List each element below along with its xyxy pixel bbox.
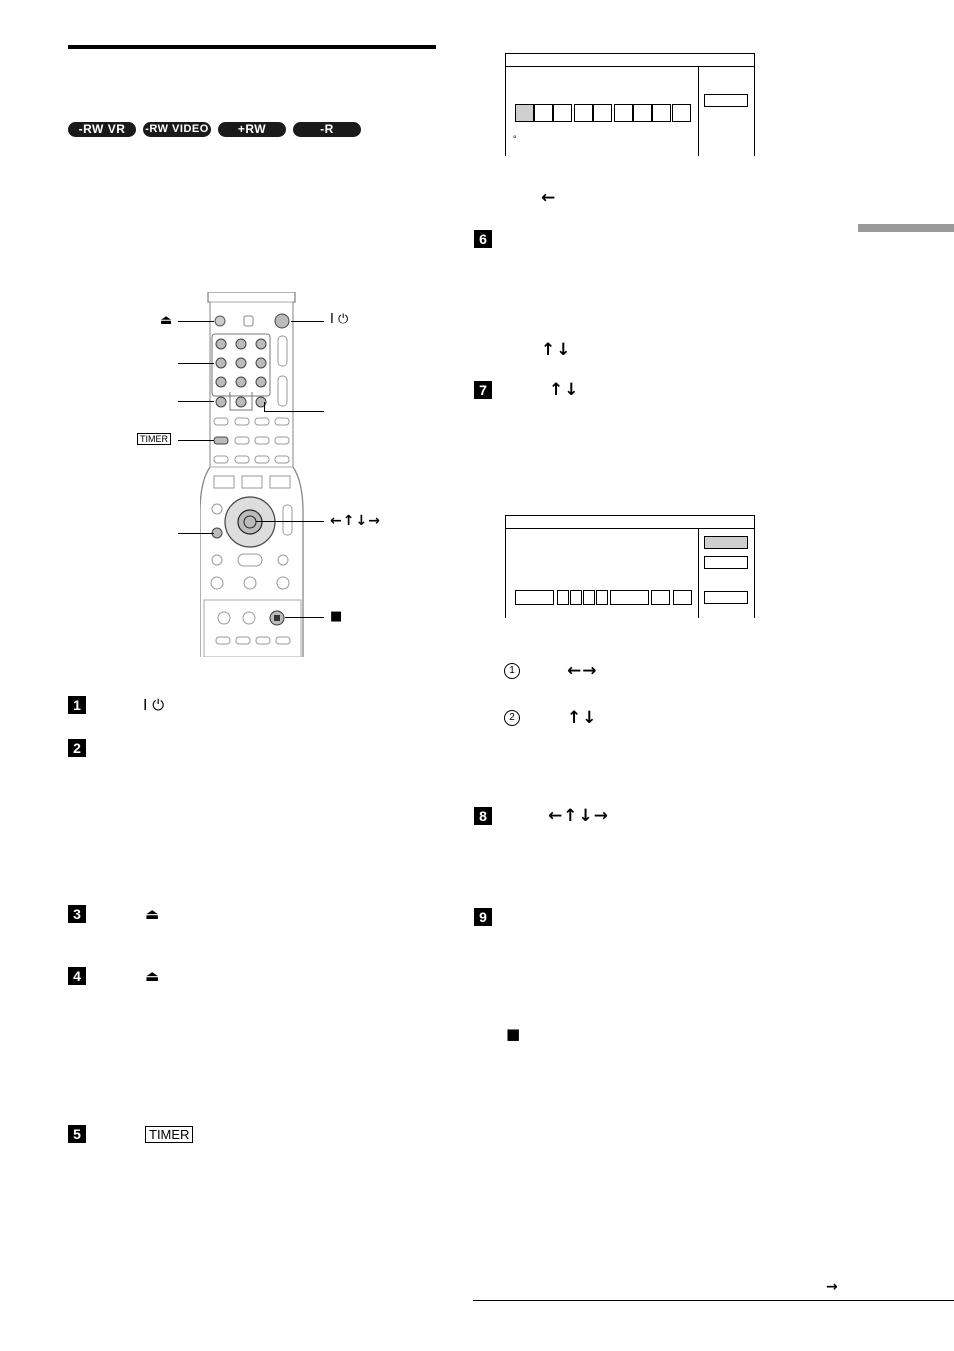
sub-step-2-marker: 2 <box>504 710 520 726</box>
entry-cell[interactable] <box>593 104 612 122</box>
up-down-arrows-icon: ↑↓ <box>567 708 598 728</box>
heading-rule <box>68 45 436 49</box>
step-7-number: 7 <box>474 381 492 399</box>
entry-cell[interactable] <box>652 104 671 122</box>
step-9-number: 9 <box>474 908 492 926</box>
screen-divider <box>698 66 699 156</box>
callout-line <box>285 617 324 618</box>
badge-rw-video: -RW VIDEO <box>143 122 211 137</box>
screen-title-bar <box>506 516 754 529</box>
sub-step-1-marker: 1 <box>504 663 520 679</box>
eject-icon: ⏏ <box>145 967 160 985</box>
entry-cell-selected[interactable] <box>515 104 534 122</box>
screen-button[interactable] <box>704 591 748 604</box>
continued-arrow-icon: → <box>826 1279 839 1295</box>
remote-drawing <box>200 292 305 657</box>
entry-cell[interactable] <box>614 104 633 122</box>
callout-line <box>178 440 214 441</box>
entry-cell[interactable] <box>583 590 595 605</box>
up-down-arrows-icon: ↑↓ <box>549 380 580 400</box>
callout-line <box>256 521 324 522</box>
step-6-number: 6 <box>474 230 492 248</box>
screen-dot: ° <box>513 134 517 144</box>
callout-line <box>178 321 214 322</box>
timer-button-label: TIMER <box>145 1126 193 1143</box>
callout-line <box>291 321 324 322</box>
remote-control-illustration <box>200 292 305 657</box>
up-down-arrows-icon: ↑↓ <box>541 340 572 360</box>
callout-line <box>264 402 265 411</box>
on-screen-display-2 <box>505 515 755 618</box>
power-icon: I ⏻ <box>330 312 349 327</box>
step-5-number: 5 <box>68 1125 86 1143</box>
badge-minus-r: -R <box>293 122 361 137</box>
badge-rw-vr: -RW VR <box>68 122 136 137</box>
left-right-arrows-icon: ←→ <box>567 661 598 681</box>
section-tab-marker <box>858 224 954 232</box>
callout-line <box>178 401 214 402</box>
callout-line <box>178 363 214 364</box>
screen-title-bar <box>506 54 754 67</box>
entry-cell[interactable] <box>557 590 569 605</box>
entry-cell[interactable] <box>596 590 608 605</box>
entry-cell[interactable] <box>610 590 649 605</box>
timer-button-label: TIMER <box>137 433 171 445</box>
entry-cell[interactable] <box>534 104 553 122</box>
screen-button-selected[interactable] <box>704 536 748 549</box>
step-4-number: 4 <box>68 967 86 985</box>
entry-cell[interactable] <box>651 590 670 605</box>
callout-line <box>178 533 214 534</box>
eject-icon: ⏏ <box>160 313 173 328</box>
stop-icon: ■ <box>506 1025 521 1043</box>
left-arrow-icon: ← <box>541 188 557 208</box>
step-2-number: 2 <box>68 739 86 757</box>
step-1-number: 1 <box>68 696 86 714</box>
stop-icon: ■ <box>330 609 343 624</box>
arrow-keys-icon: ←↑↓→ <box>330 513 381 529</box>
callout-line <box>264 411 324 412</box>
footer-rule <box>473 1300 954 1301</box>
entry-cell[interactable] <box>553 104 572 122</box>
screen-button[interactable] <box>704 556 748 569</box>
arrow-keys-icon: ←↑↓→ <box>548 806 609 826</box>
screen-divider <box>698 528 699 618</box>
entry-cell[interactable] <box>673 590 692 605</box>
eject-icon: ⏏ <box>145 905 160 923</box>
entry-cell[interactable] <box>515 590 554 605</box>
badge-plus-rw: +RW <box>218 122 286 137</box>
screen-button[interactable] <box>704 94 748 107</box>
power-icon: I ⏻ <box>143 696 165 714</box>
step-8-number: 8 <box>474 807 492 825</box>
entry-cell[interactable] <box>574 104 593 122</box>
step-3-number: 3 <box>68 905 86 923</box>
entry-cell[interactable] <box>672 104 691 122</box>
entry-cell[interactable] <box>633 104 652 122</box>
entry-cell[interactable] <box>570 590 582 605</box>
on-screen-display-1 <box>505 53 755 156</box>
